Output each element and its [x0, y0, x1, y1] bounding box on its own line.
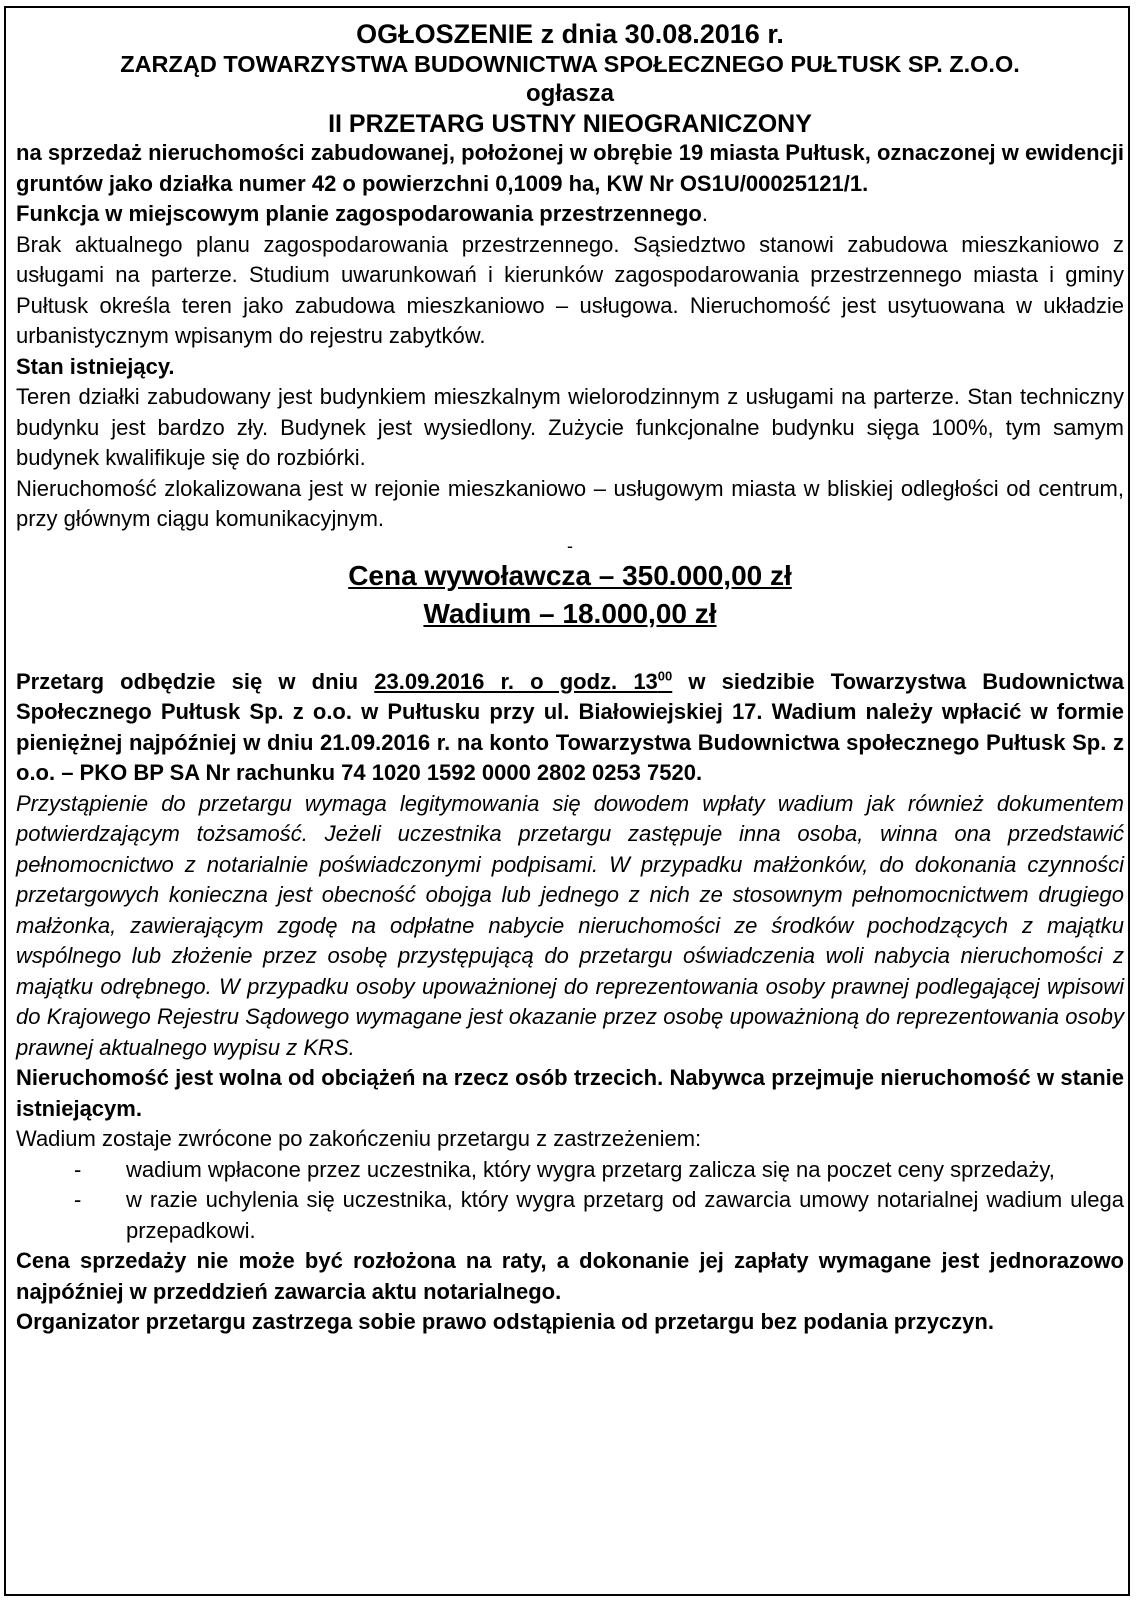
participation-conditions: Przystąpienie do przetargu wymaga legitymowania się dowodem wpłaty wadium jak również dokumentem potwierdzającym tożsamość. Jeżeli uczestnika przetargu zastępuje inna osoba, winna ona przedstawić pełnomocnictwo z notarialnie poświadczonymi podpisami. W przypadku małżonków, do dokonania czynności przetargowych konieczna jest obecność obojga lub jednego z nich ze stosownym pełnomocnictwem drugiego małżonka, zawierającym zgodę na odpłatne nabycie nieruchomości ze środków pochodzących z majątku wspólnego lub złożenie przez osobę przystępującą do przetargu oświadczenia woli nabycia nieruchomości z majątku odrębnego. W przypadku osoby upoważnionej do reprezentowania osoby prawnej podlegającej wpisowi do Krajowego Rejestru Sądowego wymagane jest okazanie przez osobę upoważnioną do reprezentowania osoby prawnej aktualnego wypisu z KRS. [16, 790, 1124, 1060]
state-body-2: Nieruchomość zlokalizowana jest w rejonie mieszkaniowo – usługowym miasta w bliskiej odległości od centrum, przy głównym ciągu komunikacyjnym. [16, 475, 1124, 531]
property-subject: na sprzedaż nieruchomości zabudowanej, położonej w obrębie 19 miasta Pułtusk, oznaczonej w ewidencji gruntów jako działka numer 42 o powierzchni 0,1009 ha, KW Nr OS1U/00025121/1. [16, 140, 1124, 196]
plan-heading-end: . [701, 201, 708, 226]
plan-heading-text: Funkcja w miejscowym planie zagospodarowania przestrzennego [16, 201, 702, 226]
list-dash: - [74, 1156, 82, 1182]
tender-type: II PRZETARG USTNY NIEOGRANICZONY [328, 110, 812, 138]
announcement-title: OGŁOSZENIE z dnia 30.08.2016 r. [356, 19, 784, 49]
announces-label: ogłasza [525, 80, 615, 107]
list-item [16, 1155, 1124, 1186]
spacer [16, 633, 1124, 667]
tender-date-text: 23.09.2016 r. o godz. 13 [374, 668, 658, 694]
deposit-amount: Wadium – 18.000,00 zł [423, 597, 717, 629]
announcement-content [16, 18, 1124, 1338]
encumbrance-note: Nieruchomość jest wolna od obciążeń na rzecz osób trzecich. Nabywca przejmuje nieruchomość w stanie istniejącym. [16, 1065, 1124, 1121]
list-item-text: wadium wpłacone przez uczestnika, który wygra przetarg zalicza się na poczet ceny sprzedaży, [126, 1156, 1055, 1182]
tender-date-time [374, 669, 672, 694]
plan-heading [16, 199, 1124, 230]
tender-prefix: Przetarg odbędzie się w dniu [16, 668, 375, 694]
starting-price: Cena wywoławcza – 350.000,00 zł [348, 559, 792, 591]
separator-mark: - [567, 535, 573, 556]
tender-rest: w siedzibie Towarzystwa Budownictwa Społecznego Pułtusk Sp. z o.o. w Pułtusku przy ul. Białowiejskiej 17. Wadium należy wpłacić w formie pieniężnej najpóźniej w dniu 21.09.2016 r. na konto Towarzystwa Budownictwa społecznego Pułtusk Sp. z o.o. – PKO BP SA Nr rachunku 74 1020 1592 0000 2802 0253 7520. [16, 668, 1124, 785]
deposit-return-list [16, 1155, 1124, 1247]
state-heading: Stan istniejący. [16, 353, 175, 379]
list-item-text: w razie uchylenia się uczestnika, który wygra przetarg od zawarcia umowy notarialnej wadium ulega przepadkowi. [126, 1187, 1124, 1243]
price-block [16, 557, 1124, 633]
tender-details [16, 667, 1124, 789]
list-dash: - [74, 1187, 82, 1212]
plan-body: Brak aktualnego planu zagospodarowania przestrzennego. Sąsiedztwo stanowi zabudowa mieszkaniowo z usługami na parterze. Studium uwarunkowań i kierunków zagospodarowania przestrzennego miasta i gminy Pułtusk określa teren jako zabudowa mieszkaniowo – usługowa. Nieruchomość jest usytuowana w układzie urbanistycznym wpisanym do rejestru zabytków. [16, 231, 1124, 348]
reservation-clause: Organizator przetargu zastrzega sobie prawo odstąpienia od przetargu bez podania przyczyn. [16, 1309, 994, 1334]
state-body-1: Teren działki zabudowany jest budynkiem mieszkalnym wielorodzinnym z usługami na parterze. Stan techniczny budynku jest bardzo zły. Budynek jest wysiedlony. Zużycie funkcjonalne budynku sięga 100%, tym samym budynek kwalifikuje się do rozbiórki. [16, 384, 1124, 470]
deposit-return-intro: Wadium zostaje zwrócone po zakończeniu przetargu z zastrzeżeniem: [16, 1126, 702, 1151]
tender-minutes: 00 [657, 668, 673, 684]
issuer-name: ZARZĄD TOWARZYSTWA BUDOWNICTWA SPOŁECZNEGO PUŁTUSK SP. Z.O.O. [120, 51, 1020, 77]
payment-terms: Cena sprzedaży nie może być rozłożona na raty, a dokonanie jej zapłaty wymagane jest jednorazowo najpóźniej w przeddzień zawarcia aktu notarialnego. [16, 1248, 1124, 1304]
list-item [16, 1185, 1124, 1246]
